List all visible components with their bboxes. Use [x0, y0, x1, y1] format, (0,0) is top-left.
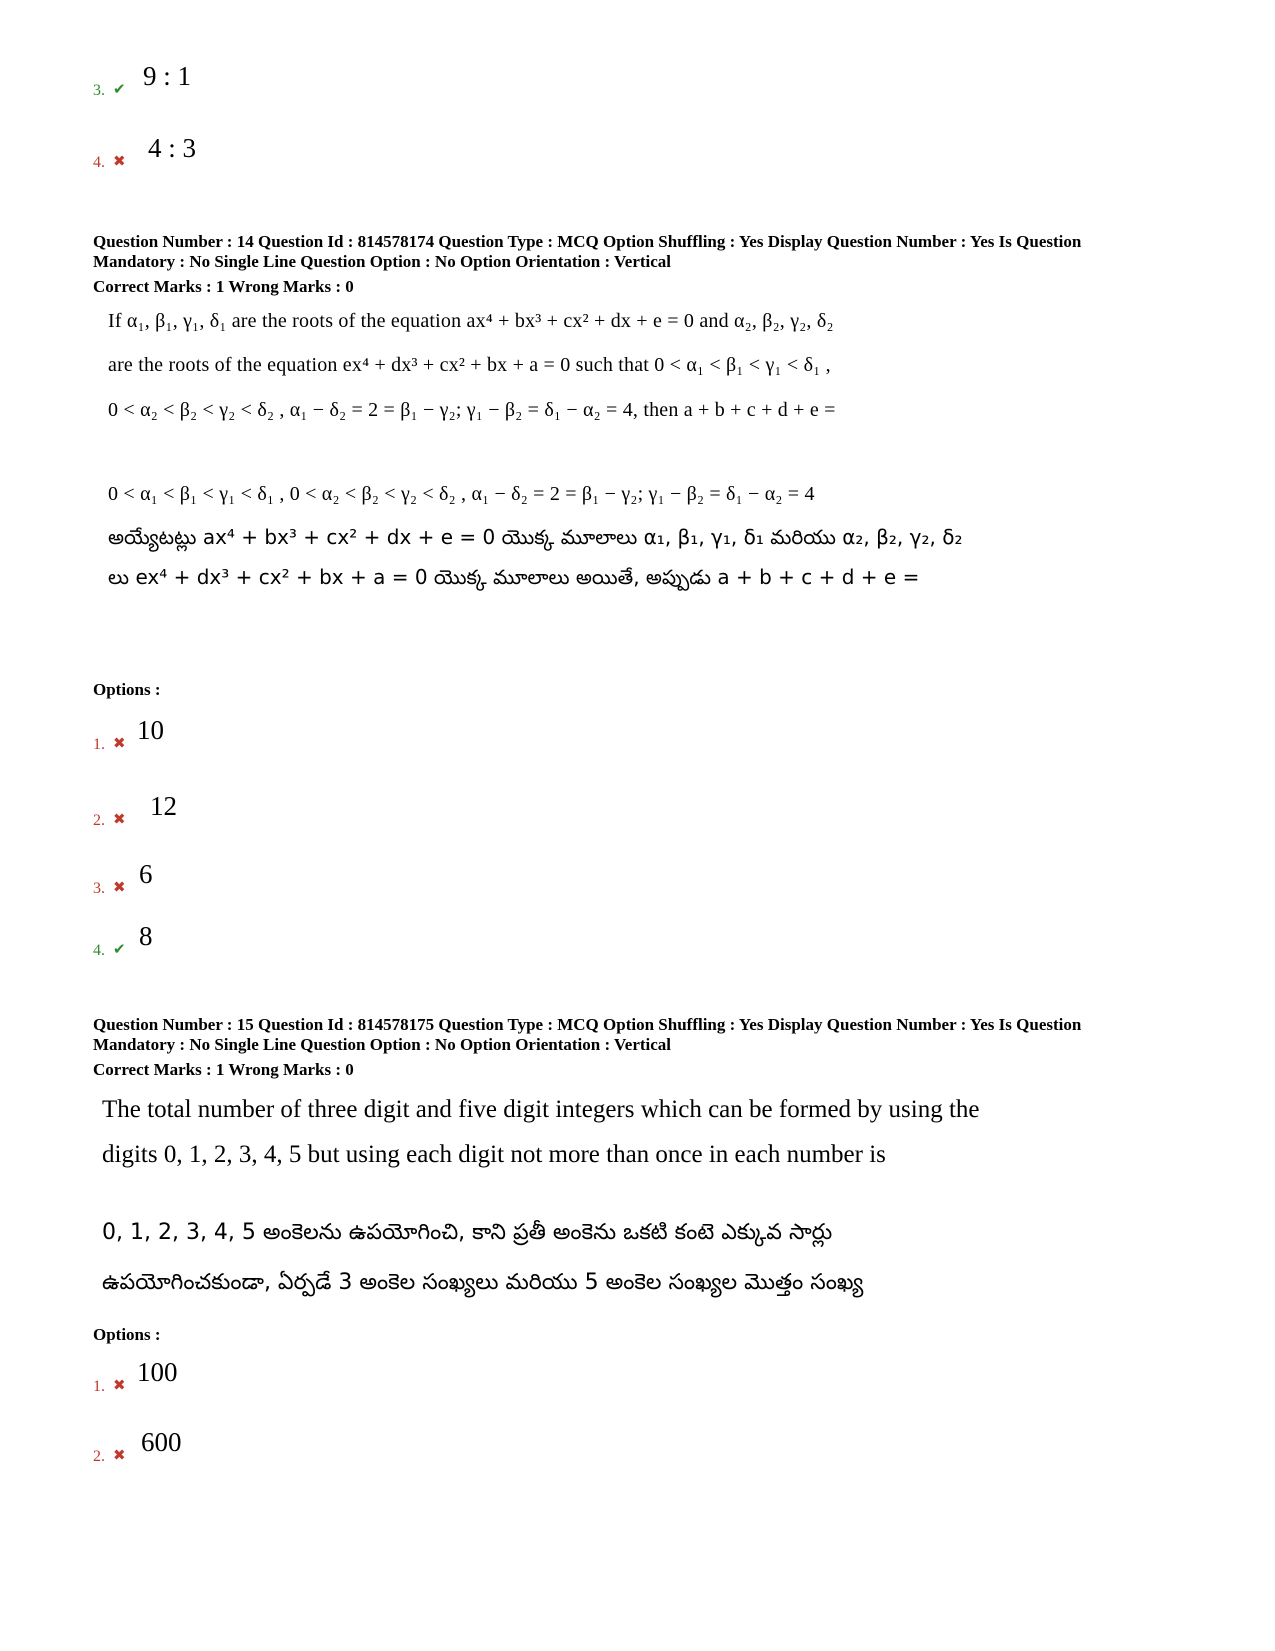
option-number: 2.: [93, 1448, 105, 1465]
cross-icon: ✖: [113, 734, 126, 752]
option-value: 100: [137, 1357, 178, 1387]
cross-icon: ✖: [113, 1446, 126, 1464]
question-telugu-line: 0, 1, 2, 3, 4, 5 అంకెలను ఉపయోగించి, కాని ప్రతీ అంకెను ఒకటి కంటె ఎక్కువ సార్లు: [102, 1220, 833, 1245]
question-meta-line1: Question Number : 14 Question Id : 814578174 Question Type : MCQ Option Shuffling : Yes Display Question Number : Yes Is Question: [93, 232, 1082, 251]
question-telugu-line: లు ex⁴ + dx³ + cx² + bx + a = 0 యొక్క మూలాలు అయితే, అప్పుడు a + b + c + d + e =: [108, 565, 920, 589]
question-meta-line1: Question Number : 15 Question Id : 814578175 Question Type : MCQ Option Shuffling : Yes Display Question Number : Yes Is Question: [93, 1015, 1082, 1034]
question-text-line: The total number of three digit and five digit integers which can be formed by using the: [102, 1096, 980, 1123]
option-value: 6: [139, 859, 153, 889]
question-text-line: If α₁, β₁, γ₁, δ₁ are the roots of the equation ax⁴ + bx³ + cx² + dx + e = 0 and α₂, β₂, γ₂, δ₂: [108, 310, 834, 332]
cross-icon: ✖: [113, 878, 126, 896]
question-text-line: are the roots of the equation ex⁴ + dx³ + cx² + bx + a = 0 such that 0 < α₁ < β₁ < γ₁ < δ₁ ,: [108, 354, 831, 376]
option-number: 4.: [93, 154, 105, 171]
question-marks: Correct Marks : 1 Wrong Marks : 0: [93, 277, 354, 296]
option-value: 4 : 3: [148, 133, 197, 163]
question-meta-line2: Mandatory : No Single Line Question Option : No Option Orientation : Vertical: [93, 252, 672, 271]
option-number: 2.: [93, 812, 105, 829]
cross-icon: ✖: [113, 152, 126, 170]
question-text-line: 0 < α₂ < β₂ < γ₂ < δ₂ , α₁ − δ₂ = 2 = β₁ − γ₂; γ₁ − β₂ = δ₁ − α₂ = 4, then a + b + c + d + e =: [108, 399, 836, 421]
check-icon: ✔: [113, 80, 126, 98]
option-number: 3.: [93, 880, 105, 897]
option-value: 8: [139, 921, 153, 951]
question-marks: Correct Marks : 1 Wrong Marks : 0: [93, 1060, 354, 1079]
option-value: 12: [150, 791, 177, 821]
cross-icon: ✖: [113, 810, 126, 828]
question-telugu-line: ఉపయోగించకుండా, ఏర్పడే 3 అంకెల సంఖ్యలు మరియు 5 అంకెల సంఖ్యల మొత్తం సంఖ్య: [102, 1270, 864, 1295]
option-value: 600: [141, 1427, 182, 1457]
options-label: Options :: [93, 1325, 161, 1344]
question-meta-line2: Mandatory : No Single Line Question Option : No Option Orientation : Vertical: [93, 1035, 672, 1054]
option-value: 9 : 1: [143, 61, 192, 91]
option-value: 10: [137, 715, 164, 745]
question-text-line: digits 0, 1, 2, 3, 4, 5 but using each digit not more than once in each number is: [102, 1141, 886, 1168]
option-number: 1.: [93, 736, 105, 753]
option-number: 3.: [93, 82, 105, 99]
option-number: 1.: [93, 1378, 105, 1395]
option-number: 4.: [93, 942, 105, 959]
options-label: Options :: [93, 680, 161, 699]
cross-icon: ✖: [113, 1376, 126, 1394]
check-icon: ✔: [113, 940, 126, 958]
question-telugu-line: అయ్యేటట్లు ax⁴ + bx³ + cx² + dx + e = 0 యొక్క మూలాలు α₁, β₁, γ₁, δ₁ మరియు α₂, β₂, γ₂, δ₂: [108, 525, 963, 549]
question-telugu-line: 0 < α₁ < β₁ < γ₁ < δ₁ , 0 < α₂ < β₂ < γ₂ < δ₂ , α₁ − δ₂ = 2 = β₁ − γ₂; γ₁ − β₂ = δ₁ − α₂ = 4: [108, 483, 815, 505]
